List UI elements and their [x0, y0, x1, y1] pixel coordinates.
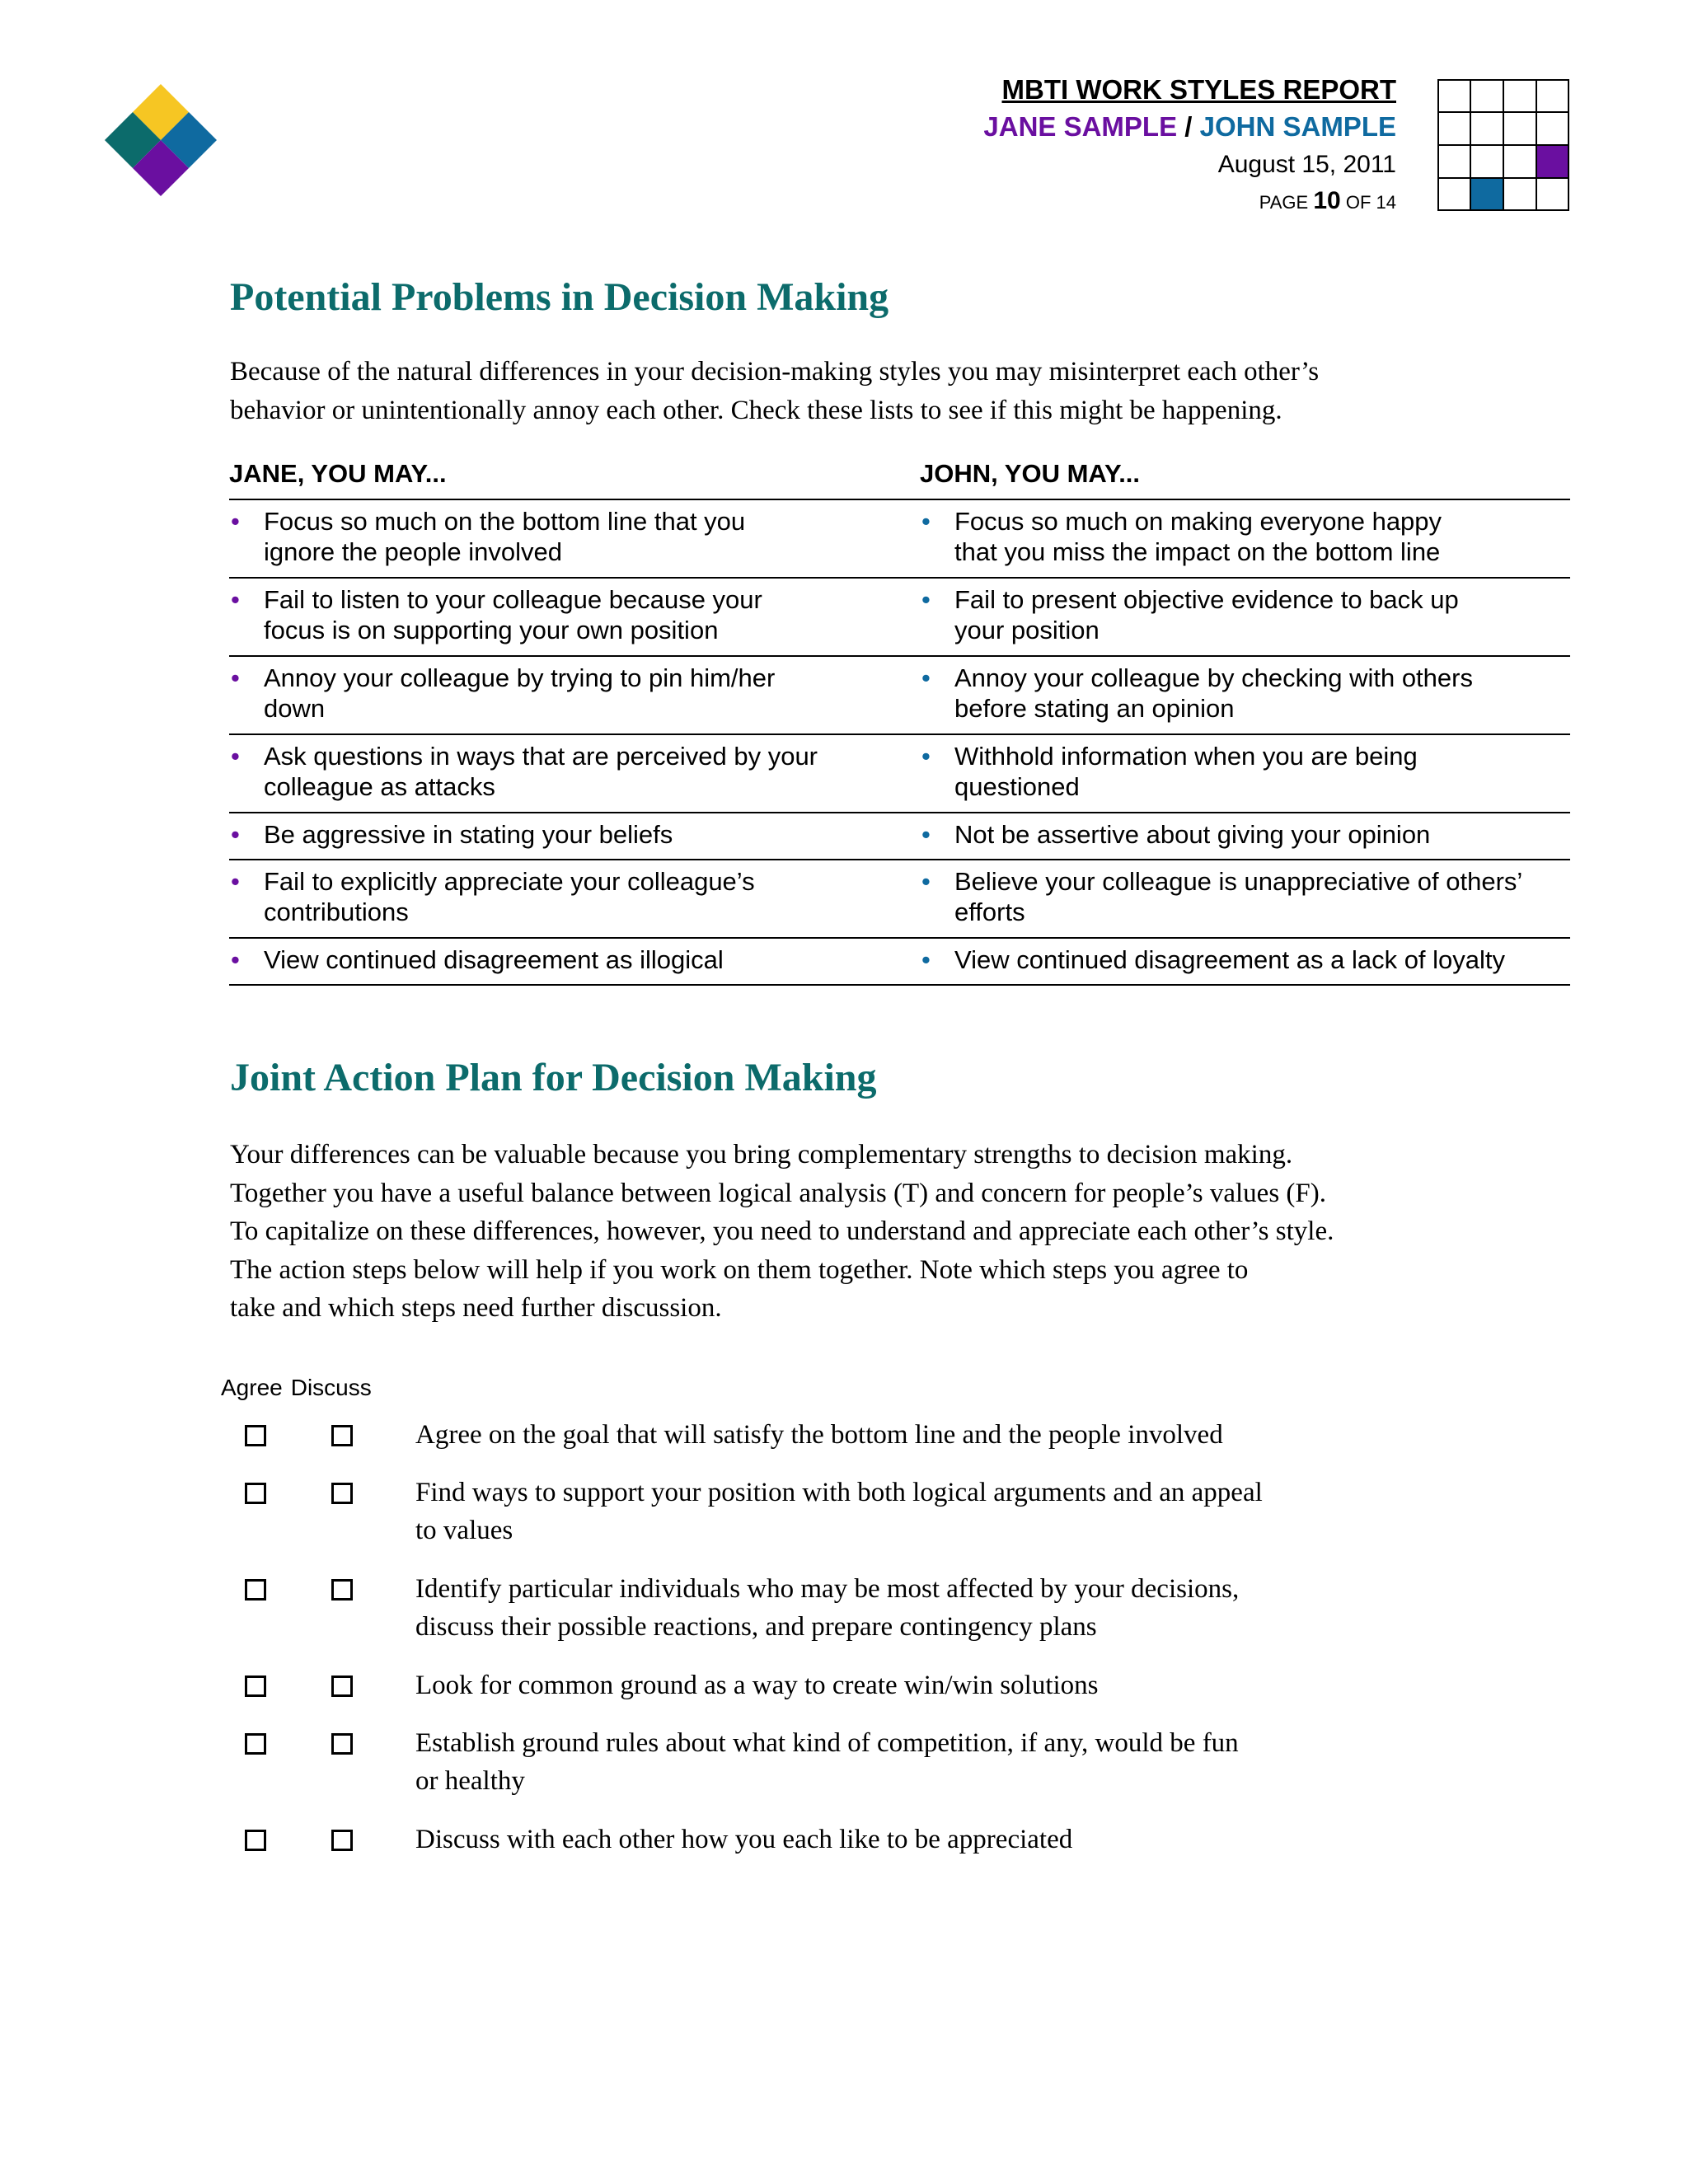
action-step-text	[415, 1474, 1363, 1549]
tendency-line: down	[264, 694, 326, 723]
discuss-checkbox[interactable]	[331, 1579, 353, 1601]
bullet-icon: •	[921, 867, 931, 896]
tendency-line: Be aggressive in stating your beliefs	[264, 820, 673, 849]
bullet-icon: •	[921, 507, 931, 536]
tendency-text	[264, 663, 920, 733]
john-tendency-cell	[920, 860, 1570, 937]
john-tendency-cell	[920, 500, 1570, 577]
table-row	[229, 735, 1570, 813]
tendency-line: Annoy your colleague by checking with others	[954, 663, 1473, 692]
tendency-text	[264, 741, 920, 812]
tendency-line: Annoy your colleague by trying to pin him/her	[264, 663, 776, 692]
agree-checkbox[interactable]	[245, 1579, 266, 1601]
agree-column-label: Agree	[221, 1375, 283, 1400]
tendency-line: Fail to listen to your colleague because your	[264, 585, 762, 614]
agree-checkbox[interactable]	[245, 1425, 266, 1446]
bullet-icon: •	[231, 945, 240, 974]
person-b-name: JOHN SAMPLE	[1199, 111, 1396, 142]
bullet-icon: •	[921, 585, 931, 614]
john-tendency-cell	[920, 939, 1570, 984]
tendency-line: contributions	[264, 898, 409, 926]
action-step-line: Discuss with each other how you each like to be appreciated	[415, 1825, 1073, 1854]
action-step-line: Look for common ground as a way to create win/win solutions	[415, 1671, 1099, 1700]
table-row	[229, 813, 1570, 860]
type-cell-jane	[1536, 145, 1569, 178]
jane-tendency-cell	[229, 860, 920, 937]
tendency-line: Focus so much on making everyone happy	[954, 507, 1442, 536]
tendency-line: Ask questions in ways that are perceived by your	[264, 742, 818, 771]
bullet-icon: •	[231, 507, 240, 536]
action-step-line: Find ways to support your position with both logical arguments and an appeal	[415, 1478, 1263, 1507]
jane-tendency-cell	[229, 939, 920, 984]
tendency-text	[954, 663, 1570, 733]
table-row	[229, 860, 1570, 939]
tendency-text	[264, 866, 920, 937]
tendency-line: focus is on supporting your own position	[264, 616, 719, 644]
bullet-icon: •	[921, 663, 931, 692]
intro-line: Your differences can be valuable because you bring complementary strengths to decision making.	[230, 1140, 1293, 1169]
tendency-text	[954, 506, 1570, 577]
checkbox-column-headers	[221, 1375, 380, 1401]
intro-line: Together you have a useful balance between logical analysis (T) and concern for people’s values (F).	[230, 1178, 1327, 1208]
intro-line: take and which steps need further discussion.	[230, 1293, 722, 1323]
discuss-checkbox[interactable]	[331, 1425, 353, 1446]
report-title: MBTI WORK STYLES REPORT	[1001, 74, 1396, 105]
jane-tendency-cell	[229, 813, 920, 859]
tendency-text	[954, 866, 1570, 937]
bullet-icon: •	[921, 820, 931, 849]
tendency-line: questioned	[954, 772, 1080, 801]
report-names	[654, 107, 1396, 147]
intro-line: behavior or unintentionally annoy each other. Check these lists to see if this might be happening.	[230, 395, 1282, 425]
tendency-line: your position	[954, 616, 1100, 644]
bullet-icon: •	[921, 945, 931, 974]
table-header	[229, 449, 1570, 500]
type-grid-icon	[1437, 79, 1569, 211]
discuss-checkbox[interactable]	[331, 1830, 353, 1851]
section-title-problems: Potential Problems in Decision Making	[230, 275, 889, 319]
tendency-text	[264, 506, 920, 577]
tendency-line: efforts	[954, 898, 1025, 926]
action-step-text	[415, 1821, 1363, 1858]
mbti-logo-icon	[103, 82, 218, 198]
john-column-header: JOHN, YOU MAY...	[920, 459, 1141, 488]
bullet-icon: •	[231, 663, 240, 692]
tendency-text	[264, 584, 920, 655]
tendency-line: View continued disagreement as illogical	[264, 945, 724, 974]
action-step-line: Establish ground rules about what kind of competition, if any, would be fun	[415, 1728, 1239, 1758]
jane-tendency-cell	[229, 579, 920, 655]
table-row	[229, 579, 1570, 657]
action-step-line: to values	[415, 1516, 513, 1545]
name-separator: /	[1184, 111, 1193, 142]
john-tendency-cell	[920, 735, 1570, 812]
action-step-line: discuss their possible reactions, and prepare contingency plans	[415, 1612, 1097, 1642]
action-step-text	[415, 1666, 1363, 1704]
bullet-icon: •	[231, 820, 240, 849]
discuss-checkbox[interactable]	[331, 1733, 353, 1755]
john-tendency-cell	[920, 579, 1570, 655]
agree-checkbox[interactable]	[245, 1483, 266, 1504]
page-number: 10	[1313, 187, 1341, 214]
page-label: PAGE	[1259, 192, 1309, 213]
tendency-line: View continued disagreement as a lack of loyalty	[954, 945, 1506, 974]
tendency-line: ignore the people involved	[264, 537, 562, 566]
tendency-line: colleague as attacks	[264, 772, 495, 801]
page-indicator	[654, 183, 1396, 221]
bullet-icon: •	[231, 867, 240, 896]
jane-column-header: JANE, YOU MAY...	[229, 459, 447, 488]
bullet-icon: •	[921, 742, 931, 771]
intro-line: To capitalize on these differences, however, you need to understand and appreciate each other’s style.	[230, 1216, 1334, 1246]
intro-line: Because of the natural differences in your decision-making styles you may misinterpret each other’s	[230, 357, 1320, 387]
tendency-line: Not be assertive about giving your opinion	[954, 820, 1431, 849]
type-cell-john	[1470, 178, 1503, 211]
tendency-line: Fail to present objective evidence to back up	[954, 585, 1459, 614]
tendency-line: Fail to explicitly appreciate your colleague’s	[264, 867, 755, 896]
tendency-text	[954, 944, 1570, 984]
report-header	[654, 73, 1396, 221]
john-tendency-cell	[920, 657, 1570, 733]
jane-tendency-cell	[229, 657, 920, 733]
tendency-text	[264, 944, 920, 984]
table-body	[229, 500, 1570, 986]
jane-tendency-cell	[229, 500, 920, 577]
action-step-text	[415, 1724, 1363, 1800]
discuss-checkbox[interactable]	[331, 1483, 353, 1504]
agree-checkbox[interactable]	[245, 1733, 266, 1755]
discuss-checkbox[interactable]	[331, 1675, 353, 1697]
person-a-name: JANE SAMPLE	[983, 111, 1178, 142]
action-step-text	[415, 1570, 1363, 1646]
table-row	[229, 657, 1570, 735]
problems-intro	[230, 353, 1319, 429]
tendency-line: Believe your colleague is unappreciative of others’	[954, 867, 1523, 896]
page-of: OF 14	[1345, 192, 1396, 213]
agree-checkbox[interactable]	[245, 1675, 266, 1697]
intro-line: The action steps below will help if you work on them together. Note which steps you agree to	[230, 1254, 1249, 1285]
jane-tendency-cell	[229, 735, 920, 812]
table-row	[229, 500, 1570, 579]
agree-checkbox[interactable]	[245, 1830, 266, 1851]
tendency-line: Focus so much on the bottom line that you	[264, 507, 746, 536]
john-tendency-cell	[920, 813, 1570, 859]
section-title-action-plan: Joint Action Plan for Decision Making	[230, 1056, 877, 1099]
tendency-line: before stating an opinion	[954, 694, 1235, 723]
action-step-line: or healthy	[415, 1766, 525, 1796]
report-date: August 15, 2011	[1217, 151, 1396, 178]
bullet-icon: •	[231, 585, 240, 614]
action-plan-intro	[230, 1136, 1334, 1328]
problems-table	[229, 449, 1570, 986]
table-row	[229, 939, 1570, 986]
tendency-text	[954, 819, 1570, 859]
action-step-line: Agree on the goal that will satisfy the bottom line and the people involved	[415, 1420, 1223, 1450]
tendency-line: Withhold information when you are being	[954, 742, 1418, 771]
tendency-line: that you miss the impact on the bottom line	[954, 537, 1441, 566]
bullet-icon: •	[231, 742, 240, 771]
tendency-text	[954, 741, 1570, 812]
discuss-column-label: Discuss	[290, 1375, 372, 1400]
action-step-line: Identify particular individuals who may be most affected by your decisions,	[415, 1574, 1240, 1604]
tendency-text	[954, 584, 1570, 655]
tendency-text	[264, 819, 920, 859]
action-step-text	[415, 1416, 1363, 1454]
